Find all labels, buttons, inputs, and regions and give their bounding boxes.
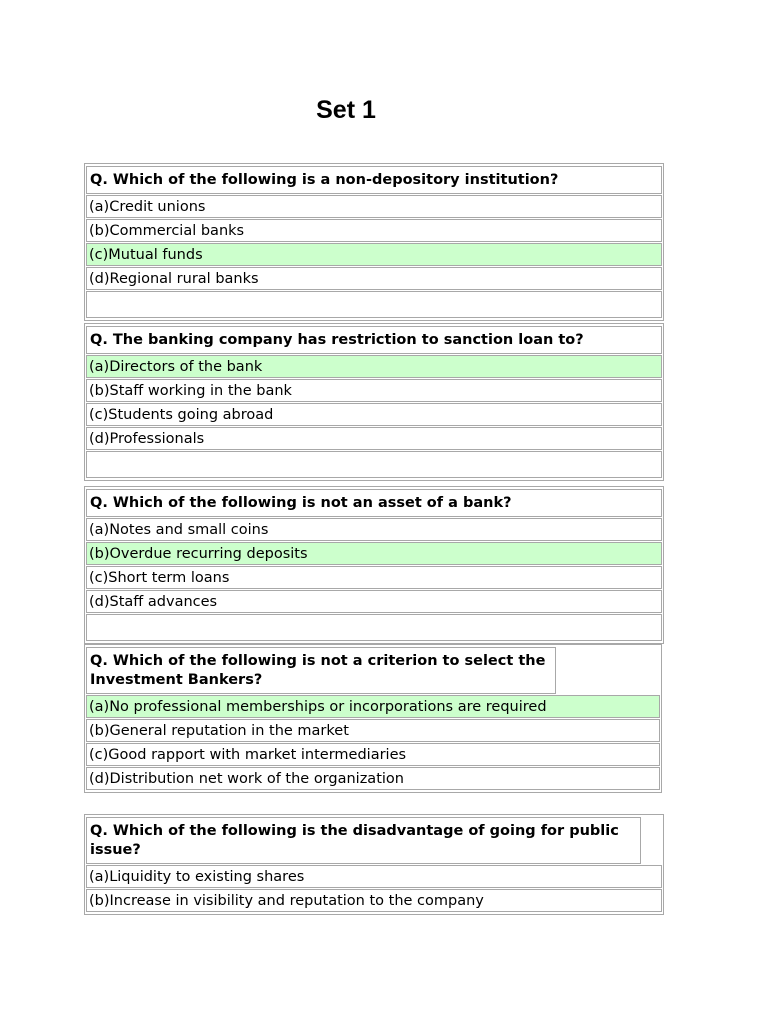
question-text: Q. Which of the following is not an asset of a bank? [86, 489, 662, 517]
question-table [84, 163, 664, 321]
blank-row [86, 614, 662, 641]
answer-option: (c)Good rapport with market intermediaries [86, 743, 660, 766]
answer-option: (a)Notes and small coins [86, 518, 662, 541]
question-text: Q. Which of the following is not a criterion to select the Investment Bankers? [86, 647, 556, 694]
question-text: Q. Which of the following is a non-depository institution? [86, 166, 662, 194]
answer-option: (a)Credit unions [86, 195, 662, 218]
answer-option: (d)Professionals [86, 427, 662, 450]
answer-option-correct: (c)Mutual funds [86, 243, 662, 266]
question-table [84, 814, 664, 915]
blank-row [86, 291, 662, 318]
answer-option-correct: (a)Directors of the bank [86, 355, 662, 378]
answer-option: (b)Commercial banks [86, 219, 662, 242]
question-table [84, 323, 664, 481]
answer-option: (b)General reputation in the market [86, 719, 660, 742]
question-table [84, 644, 662, 793]
answer-option: (d)Distribution net work of the organization [86, 767, 660, 790]
answer-option: (b)Increase in visibility and reputation to the company [86, 889, 662, 912]
answer-option-correct: (a)No professional memberships or incorporations are required [86, 695, 660, 718]
answer-option: (a)Liquidity to existing shares [86, 865, 662, 888]
question-text: Q. The banking company has restriction to sanction loan to? [86, 326, 662, 354]
answer-option: (d)Regional rural banks [86, 267, 662, 290]
answer-option: (b)Staff working in the bank [86, 379, 662, 402]
page-title: Set 1 [316, 96, 376, 124]
answer-option: (d)Staff advances [86, 590, 662, 613]
question-table [84, 486, 664, 644]
question-text: Q. Which of the following is the disadvantage of going for public issue? [86, 817, 641, 864]
answer-option-correct: (b)Overdue recurring deposits [86, 542, 662, 565]
answer-option: (c)Short term loans [86, 566, 662, 589]
answer-option: (c)Students going abroad [86, 403, 662, 426]
blank-row [86, 451, 662, 478]
